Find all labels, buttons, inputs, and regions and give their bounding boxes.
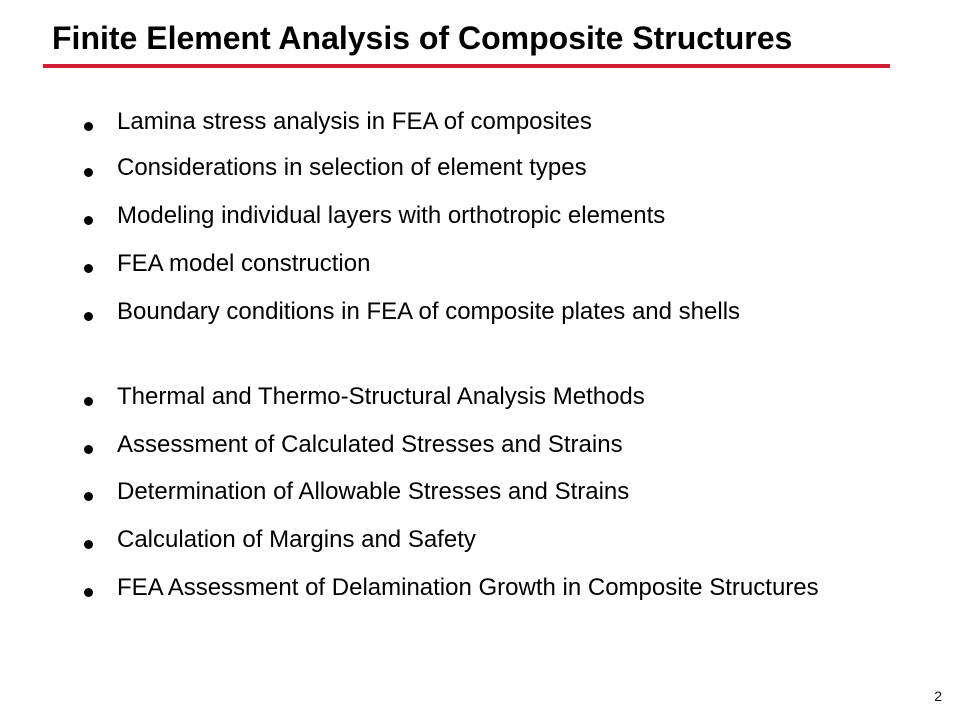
bullet-item (78, 297, 868, 327)
bullet-item (78, 382, 868, 412)
bullet-dot-icon (84, 312, 93, 321)
bullet-dot-icon (84, 540, 93, 549)
slide-title: Finite Element Analysis of Composite Structures (52, 20, 793, 56)
bullet-text: Determination of Allowable Stresses and Strains (117, 478, 630, 505)
bullet-item (78, 430, 868, 460)
bullet-item (78, 525, 868, 555)
bullet-dot-icon (84, 492, 93, 501)
bullet-text: Calculation of Margins and Safety (117, 526, 476, 553)
bullet-dot-icon (84, 216, 93, 225)
page-number: 2 (934, 688, 942, 704)
bullet-item (78, 477, 868, 507)
bullet-item (78, 153, 868, 183)
bullet-text: FEA Assessment of Delamination Growth in Composite Structures (117, 574, 819, 601)
bullet-text: Boundary conditions in FEA of composite plates and shells (117, 298, 741, 325)
bullet-dot-icon (84, 264, 93, 273)
bullet-text: Lamina stress analysis in FEA of composites (117, 108, 592, 135)
bullet-text: Assessment of Calculated Stresses and Strains (117, 431, 623, 458)
bullet-dot-icon (84, 122, 93, 131)
bullet-text: Considerations in selection of element types (117, 154, 587, 181)
bullet-dot-icon (84, 397, 93, 406)
bullet-dot-icon (84, 168, 93, 177)
bullet-text: FEA model construction (117, 250, 371, 277)
title-underline (43, 64, 890, 68)
bullet-text: Thermal and Thermo-Structural Analysis Methods (117, 383, 645, 410)
bullet-text: Modeling individual layers with orthotropic elements (117, 202, 666, 229)
bullet-item (78, 107, 868, 137)
bullet-dot-icon (84, 588, 93, 597)
bullet-item (78, 573, 868, 603)
bullet-item (78, 249, 868, 279)
bullet-item (78, 201, 868, 231)
bullet-dot-icon (84, 445, 93, 454)
